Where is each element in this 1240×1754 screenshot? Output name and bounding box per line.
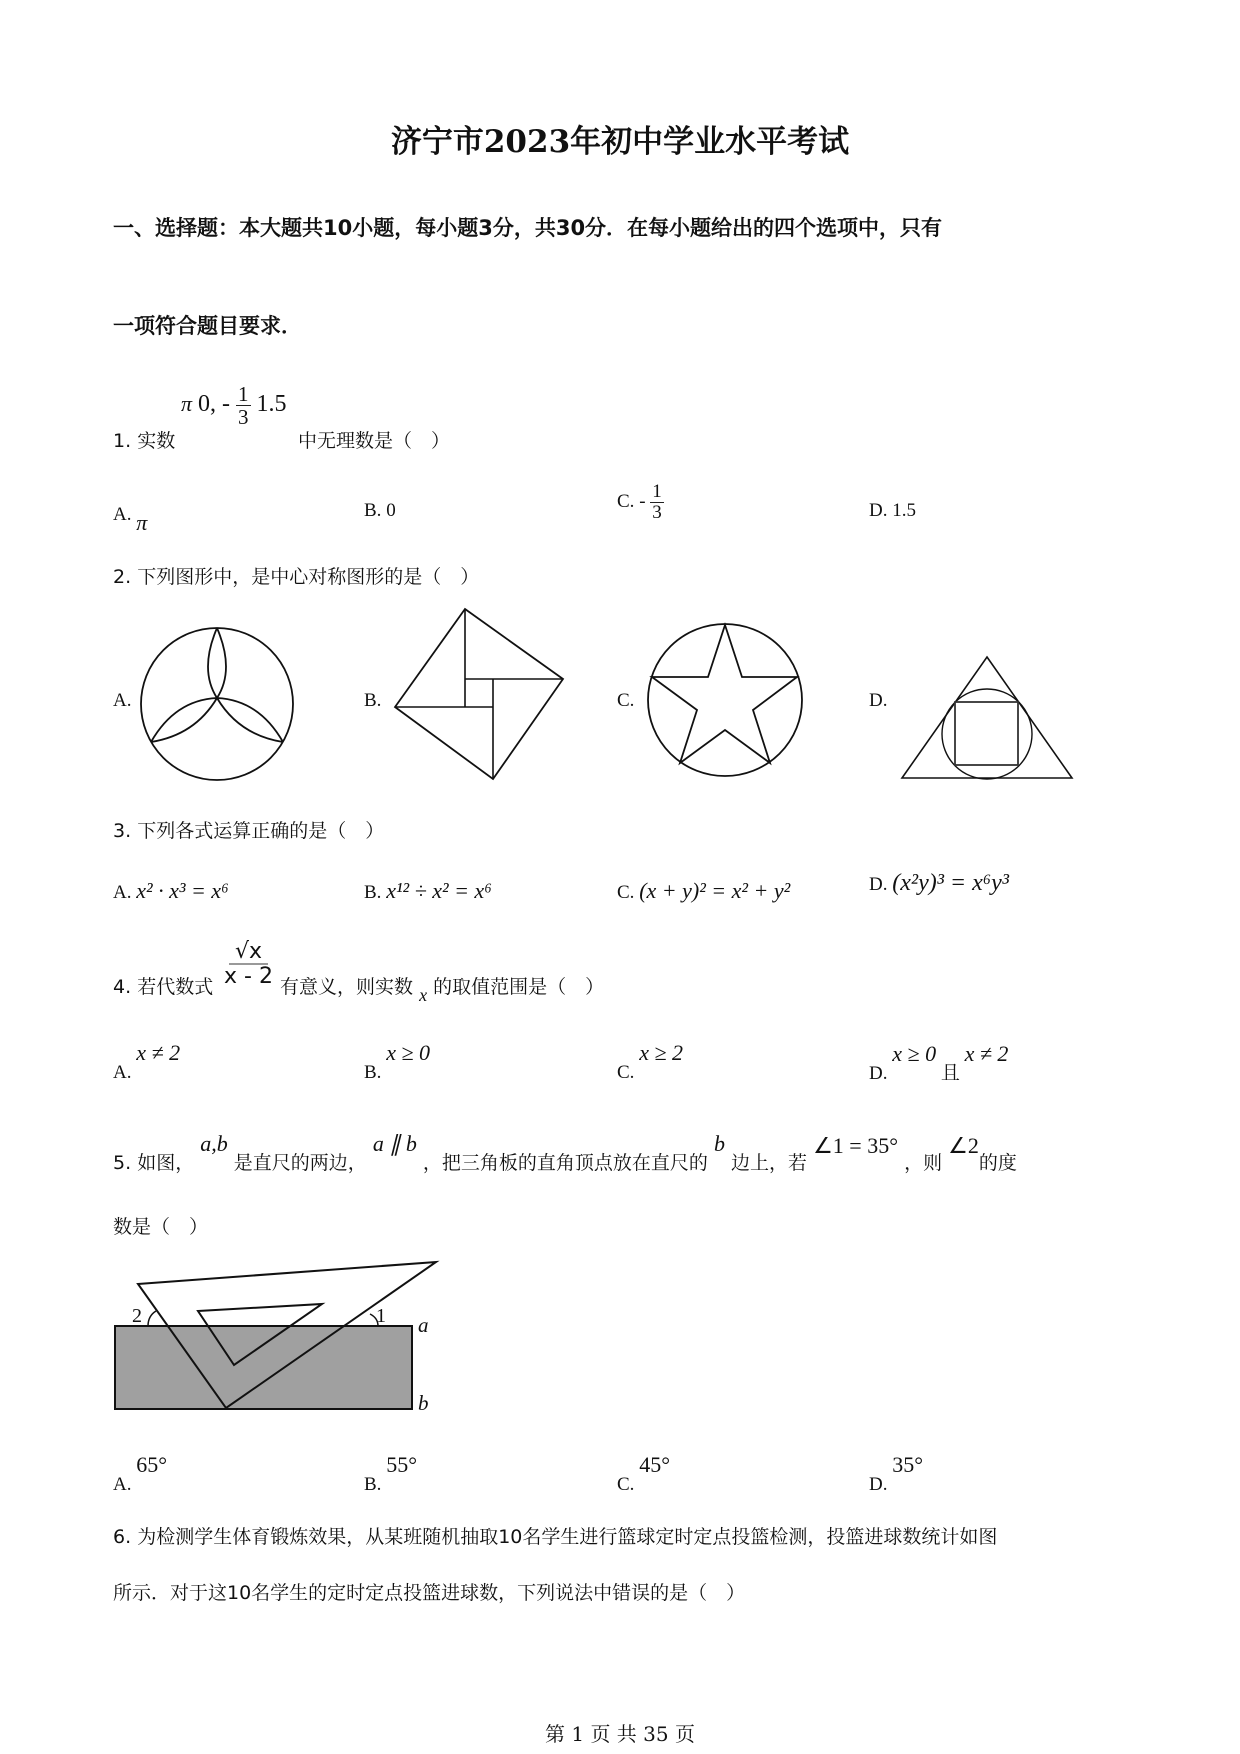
q3-option-b[interactable]: B. x¹² ÷ x² = x⁶ <box>364 878 492 903</box>
q2-option-d-label[interactable]: D. <box>869 690 888 711</box>
q2-figure-b-icon[interactable] <box>393 607 563 782</box>
q1-formula: π 0, - $\frac{1}{3}$ 1.5 <box>181 382 287 430</box>
q3-option-c[interactable]: C. (x + y)² = x² + y² <box>617 878 791 903</box>
q5-option-c[interactable]: C. 45° <box>617 1452 670 1495</box>
q6-text-line2: 所示．对于这10名学生的定时定点投篮进球数，下列说法中错误的是（ ） <box>113 1582 746 1604</box>
q1-text: 1. 实数 <box>113 430 176 452</box>
q6-text-line1: 6. 为检测学生体育锻炼效果，从某班随机抽取10名学生进行篮球定时定点投篮检测，投篮进球数统计如图 <box>113 1526 998 1548</box>
q5-option-a[interactable]: A. 65° <box>113 1452 168 1495</box>
q5-option-d[interactable]: D. 35° <box>869 1452 924 1495</box>
section-header-line2: 一项符合题目要求． <box>113 314 302 338</box>
q1-option-b[interactable]: B. 0 <box>364 500 396 521</box>
q2-option-c-label[interactable]: C. <box>617 690 635 711</box>
q4-option-a[interactable]: A. x ≠ 2 <box>113 1040 181 1083</box>
q3-text: 3. 下列各式运算正确的是（ ） <box>113 820 385 842</box>
page-title: 济宁市2023年初中学业水平考试 <box>390 124 850 160</box>
edge-a-label: a <box>418 1313 429 1337</box>
q2-figure-a-icon[interactable] <box>135 620 295 780</box>
page-number-footer: 第 1 页 共 35 页 <box>545 1722 695 1746</box>
q5-option-b[interactable]: B. 55° <box>364 1452 417 1495</box>
q1-option-d[interactable]: D. 1.5 <box>869 500 916 521</box>
q4-text-middle: 有意义，则实数 x 的取值范围是（ ） <box>280 976 605 1005</box>
q2-figure-d-icon[interactable] <box>900 655 1075 780</box>
q3-option-a[interactable]: A. x² · x³ = x⁶ <box>113 878 229 903</box>
q2-option-b-label[interactable]: B. <box>364 690 382 711</box>
angle-2-label: 2 <box>132 1305 142 1327</box>
q2-option-a-label[interactable]: A. <box>113 690 132 711</box>
q4-text: 4. 若代数式 <box>113 976 214 998</box>
q1-option-c[interactable]: C. - $\frac{1}{3}$ <box>617 481 662 523</box>
edge-b-label: b <box>418 1391 429 1415</box>
q1-text-after: 中无理数是（ ） <box>298 430 451 452</box>
q5-ruler-triangle-figure <box>100 1250 460 1415</box>
angle-1-label: 1 <box>376 1305 386 1327</box>
q4-option-d[interactable]: D. x ≥ 0 且 x ≠ 2 <box>869 1041 1009 1084</box>
q1-option-a[interactable]: A. π <box>113 504 148 535</box>
section-header-line1: 一、选择题：本大题共10小题，每小题3分，共30分．在每小题给出的四个选项中，只有 <box>113 216 943 240</box>
q4-option-c[interactable]: C. x ≥ 2 <box>617 1040 684 1083</box>
q4-fraction: $\frac{√x}{x - 2}$ <box>224 939 273 990</box>
q5-text-line1: 5. 如图， a,b 是直尺的两边， a ∥ b ，把三角板的直角顶点放在直尺的 b 边上，若 ∠1 = 35° ，则 ∠2的度 <box>113 1131 1017 1174</box>
q3-option-d[interactable]: D. (x²y)³ = x⁶y³ <box>869 870 1009 896</box>
q5-text-line2: 数是（ ） <box>113 1216 209 1238</box>
q2-figure-c-icon[interactable] <box>647 624 807 782</box>
q4-option-b[interactable]: B. x ≥ 0 <box>364 1040 431 1083</box>
q2-text: 2. 下列图形中，是中心对称图形的是（ ） <box>113 566 480 588</box>
